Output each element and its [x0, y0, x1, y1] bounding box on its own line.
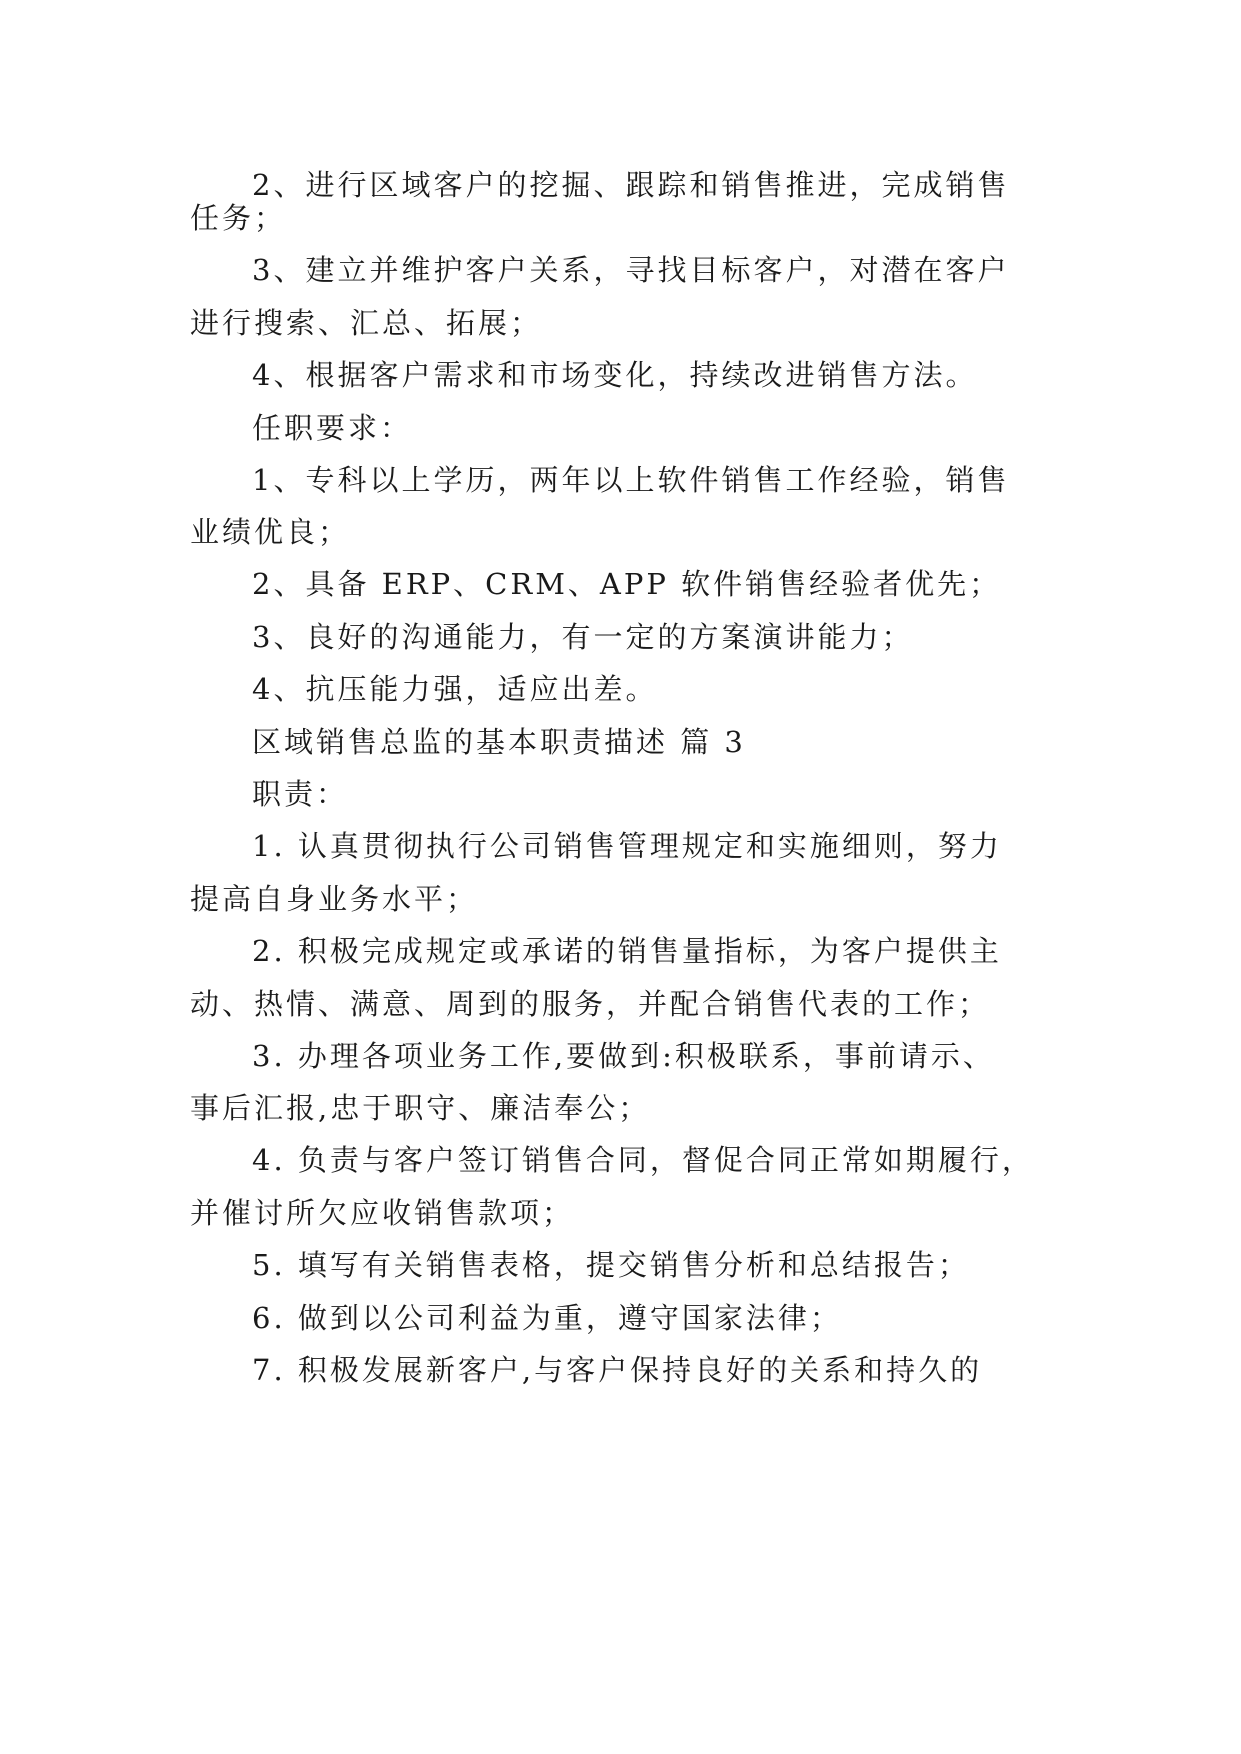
text-line: 4、抗压能力强，适应出差。: [252, 672, 658, 706]
section-heading: 职责：: [252, 777, 349, 811]
text-line: 2、进行区域客户的挖掘、跟踪和销售推进，完成销售: [252, 168, 1010, 202]
text-line: 2. 积极完成规定或承诺的销售量指标，为客户提供主: [252, 934, 1002, 968]
text-line: 4、根据客户需求和市场变化，持续改进销售方法。: [252, 358, 978, 392]
text-line: 3、良好的沟通能力，有一定的方案演讲能力；: [252, 620, 914, 654]
text-line: 2、具备 ERP、CRM、APP 软件销售经验者优先；: [252, 567, 1002, 601]
text-line: 动、热情、满意、周到的服务，并配合销售代表的工作；: [190, 987, 991, 1021]
text-line: 进行搜索、汇总、拓展；: [190, 306, 543, 340]
text-line: 提高自身业务水平；: [190, 882, 479, 916]
text-line: 事后汇报,忠于职守、廉洁奉公；: [190, 1091, 651, 1125]
section-heading: 任职要求：: [252, 411, 413, 445]
text-line: 1. 认真贯彻执行公司销售管理规定和实施细则，努力: [252, 829, 1002, 863]
section-title: 区域销售总监的基本职责描述 篇 3: [252, 725, 746, 759]
text-line: 1、专科以上学历，两年以上软件销售工作经验，销售: [252, 463, 1010, 497]
text-line: 业绩优良；: [190, 515, 351, 549]
text-line: 任务；: [190, 201, 287, 235]
text-line: 5. 填写有关销售表格，提交销售分析和总结报告；: [252, 1248, 970, 1282]
text-line: 6. 做到以公司利益为重，遵守国家法律；: [252, 1301, 842, 1335]
text-line: 4. 负责与客户签订销售合同，督促合同正常如期履行，: [252, 1143, 1034, 1177]
text-line: 3. 办理各项业务工作,要做到:积极联系，事前请示、: [252, 1039, 995, 1073]
text-line: 7. 积极发展新客户,与客户保持良好的关系和持久的: [252, 1353, 983, 1387]
text-line: 3、建立并维护客户关系，寻找目标客户，对潜在客户: [252, 253, 1010, 287]
text-line: 并催讨所欠应收销售款项；: [190, 1196, 575, 1230]
